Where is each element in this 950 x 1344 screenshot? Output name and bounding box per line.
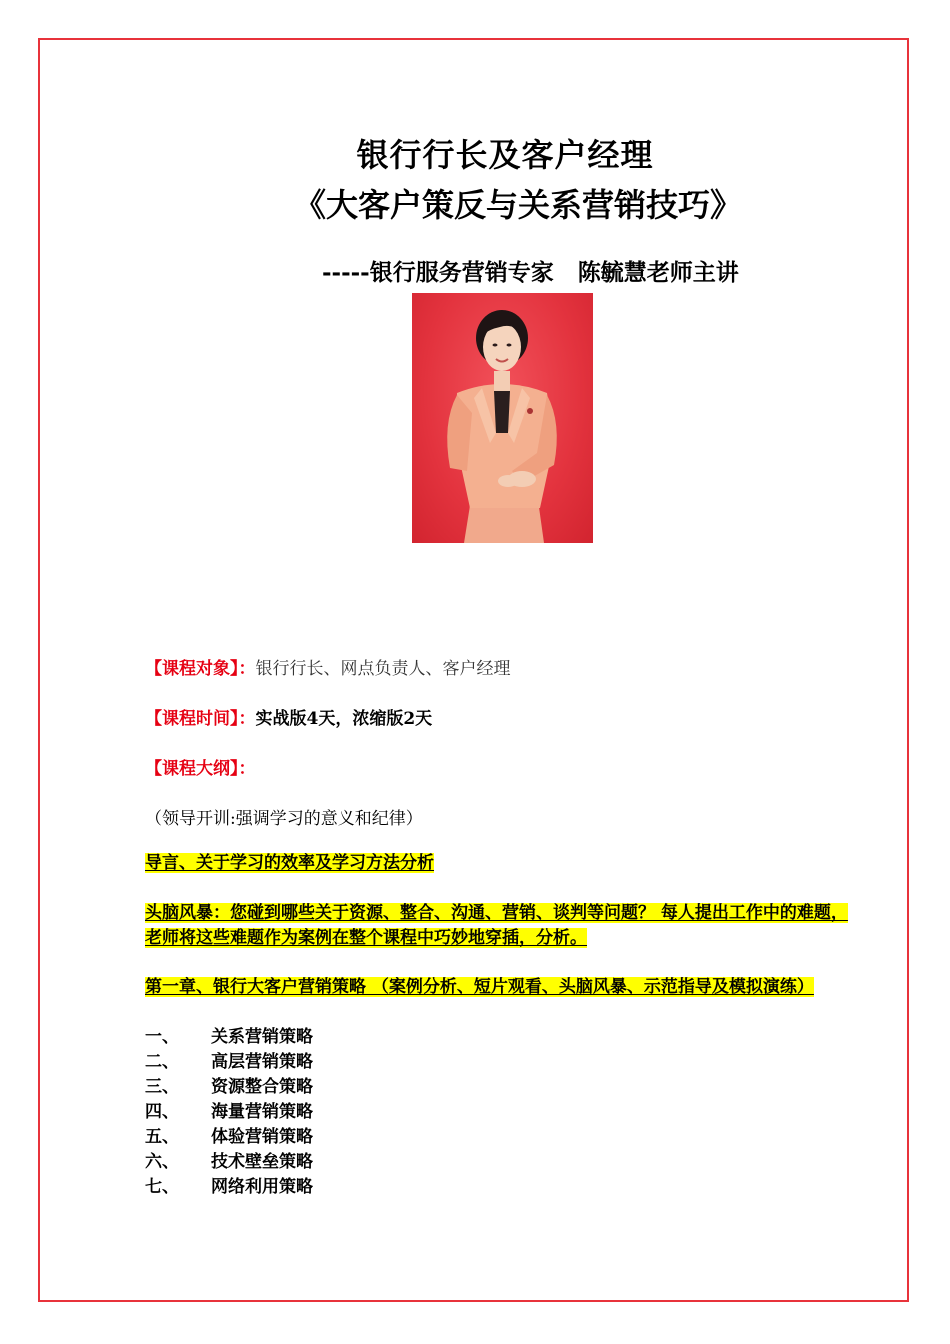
chapter1-heading-text: 第一章、银行大客户营销策略 （案例分析、短片观看、头脑风暴、示范指导及模拟演练） (145, 977, 814, 997)
list-item-label: 技术壁垒策略 (211, 1152, 313, 1172)
course-time-label: 【课程时间】： (145, 709, 256, 729)
list-item-number: 四、 (145, 1102, 179, 1122)
list-item (145, 1100, 313, 1125)
intro-heading (145, 851, 863, 876)
list-item (145, 1050, 313, 1075)
document-title-line2: 《大客户策反与关系营销技巧》 (293, 186, 742, 224)
list-item-number: 一、 (145, 1027, 179, 1047)
list-item-number: 三、 (145, 1077, 179, 1097)
list-item (145, 1025, 313, 1050)
list-item (145, 1175, 313, 1200)
lecturer-photo (412, 293, 593, 543)
list-item-label: 关系营销策略 (211, 1027, 313, 1047)
course-target-label: 【课程对象】： (145, 659, 256, 679)
lecturer-portrait-illustration (412, 293, 593, 543)
course-outline-label: 【课程大纲】： (145, 759, 256, 779)
list-item-label: 高层营销策略 (211, 1052, 313, 1072)
list-item-number: 七、 (145, 1177, 179, 1197)
course-target-line (145, 654, 511, 679)
list-item-number: 五、 (145, 1127, 179, 1147)
course-outline-line (145, 754, 256, 779)
intro-heading-text: 导言、关于学习的效率及学习方法分析 (145, 853, 434, 873)
list-item-label: 体验营销策略 (211, 1127, 313, 1147)
list-item (145, 1075, 313, 1100)
brainstorm-text: 头脑风暴：您碰到哪些关于资源、整合、沟通、营销、谈判等问题？ 每人提出工作中的难题， 老师将这些难题作为案例在整个课程中巧妙地穿插，分析。 (145, 903, 848, 948)
opening-note: （领导开训:强调学习的意义和纪律） (145, 809, 423, 829)
course-time-line (145, 704, 432, 729)
strategy-list (145, 1025, 313, 1200)
brainstorm-paragraph (145, 901, 863, 951)
list-item-label: 资源整合策略 (211, 1077, 313, 1097)
document-subtitle: -----银行服务营销专家 陈毓慧老师主讲 (322, 259, 739, 286)
course-time-value: 实战版4天，浓缩版2天 (255, 709, 433, 729)
list-item-label: 网络利用策略 (211, 1177, 313, 1197)
list-item-number: 六、 (145, 1152, 179, 1172)
list-item-number: 二、 (145, 1052, 179, 1072)
document-title-line1: 银行行长及客户经理 (356, 136, 654, 174)
list-item (145, 1125, 313, 1150)
chapter1-heading (145, 975, 863, 1000)
course-target-value: 银行行长、网点负责人、客户经理 (255, 659, 511, 679)
list-item-label: 海量营销策略 (211, 1102, 313, 1122)
list-item (145, 1150, 313, 1175)
